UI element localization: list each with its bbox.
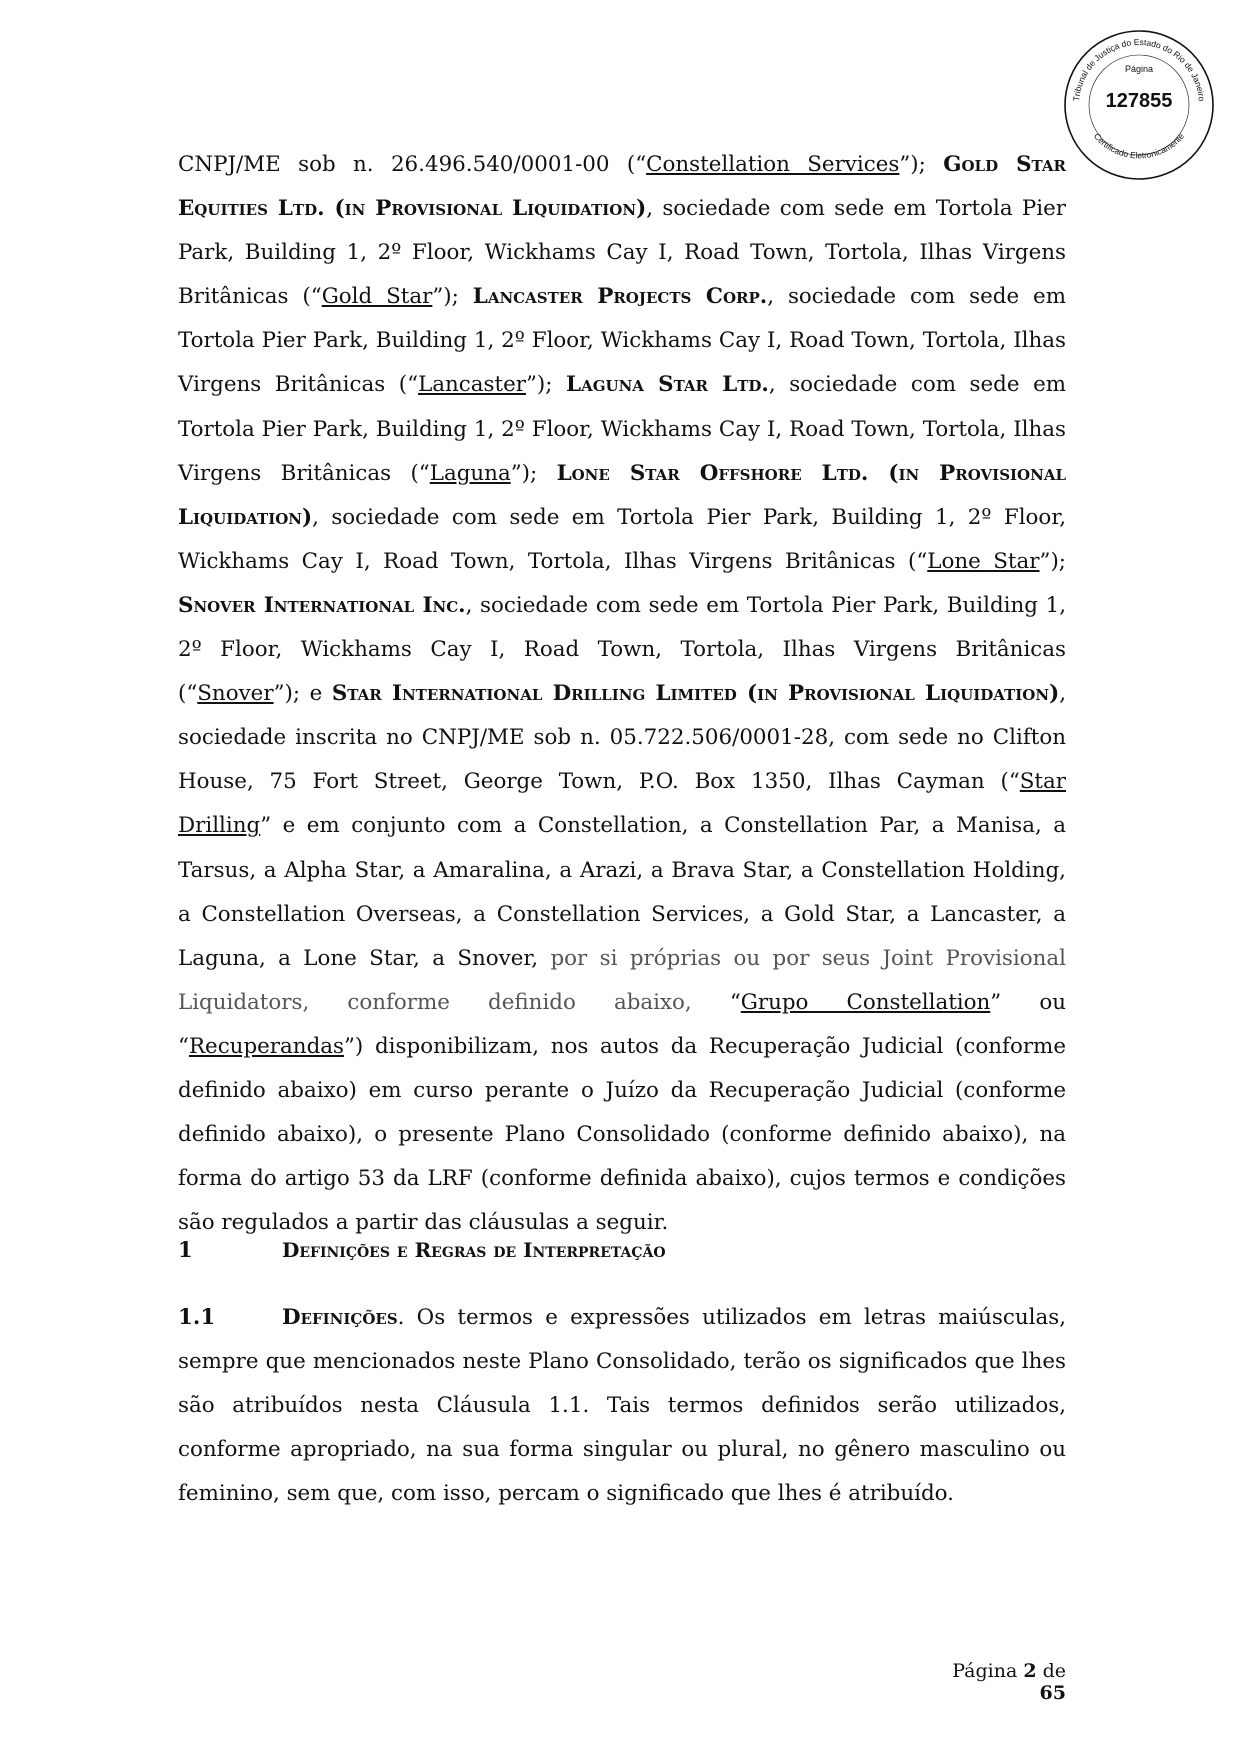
text-run: “ [691,989,741,1015]
text-run: ” e em conjunto com a Constellation, a Constellation Par, a Manisa, a Tarsus, a Alpha Star, a Amaralina, a Arazi, a Brava Star, a Constellation Holding, a Constellation Overseas, a Constellation Services, a Gold Star, a Lancaster, a Laguna, a Lone Star, a Snover, [178,813,1066,971]
text-run: , sociedade com sede em Tortola Pier Park, Building 1, 2º Floor, Wickhams Cay I, Road Town, Tortola, Ilhas Virgens Britânicas (“ [178,372,1067,486]
section-heading [178,1228,1066,1272]
text-run: ”); e [273,681,332,707]
text-run: ”); [899,152,944,177]
clause-text: . Os termos e expressões utilizados em letras maiúsculas, sempre que mencionados neste Plano Consolidado, terão os significados que lhes são atribuídos nesta Cláusula 1.1. Tais termos definidos serão utilizados, conforme apropriado, na sua forma singular ou plural, no gênero masculino ou feminino, sem que, com isso, percam o significado que lhes é atribuído. [178,1305,1066,1507]
company-name: Lancaster Projects Corp. [472,284,768,310]
defined-term: Gold Star [321,284,433,310]
text-run: ”); [1039,548,1067,574]
text-run: ”); [510,460,557,486]
text-run: ”); [526,372,567,398]
definitions-clause [178,1296,1066,1516]
clause-title: Definições [282,1305,398,1330]
text-run: , sociedade com sede em Tortola Pier Park, Building 1, 2º Floor, Wickhams Cay I, Road Town, Tortola, Ilhas Virgens Britânicas (“ [178,284,1066,398]
section-title: Definições e Regras de Interpretação [282,1238,666,1262]
company-name: Gold Star Equities Ltd. (in Provisional Liquidation) [178,152,1066,222]
footer-middle: de [1036,1660,1066,1682]
seal-ring-bottom-text: Certificado Eletronicamente [1091,131,1187,161]
defined-term: Snover [197,681,274,707]
company-name: Snover International Inc. [178,592,466,618]
text-run: , sociedade com sede em Tortola Pier Park, Building 1, 2º Floor, Wickhams Cay I, Road Town, Tortola, Ilhas Virgens Britânicas (“ [178,504,1066,574]
page-footer [930,1660,1066,1704]
defined-term: Recuperandas [188,1033,344,1059]
defined-term: Lone Star [927,548,1040,574]
defined-term: Laguna [429,460,511,486]
defined-term: Constellation Services [646,152,900,177]
text-run: , sociedade com sede em Tortola Pier Park, Building 1, 2º Floor, Wickhams Cay I, Road Town, Tortola, Ilhas Virgens Britânicas (“ [178,196,1067,310]
text-run: ” ou “ [178,989,1066,1059]
text-run: CNPJ/ME sob n. 26.496.540/0001-00 (“ [178,152,647,177]
text-run: , sociedade com sede em Tortola Pier Park, Building 1, 2º Floor, Wickhams Cay I, Road Town, Tortola, Ilhas Virgens Britânicas (“ [178,592,1066,707]
seal-page-number: 127855 [1105,90,1173,112]
footer-total: 65 [1039,1682,1066,1704]
text-run: ”); [432,284,473,310]
footer-prefix: Página [952,1660,1024,1682]
svg-text:Certificado Eletronicamente [1092,131,1186,161]
text-run: , sociedade inscrita no CNPJ/ME sob n. 05.722.506/0001-28, com sede no Clifton House, 75 Fort Street, George Town, P.O. Box 1350, Ilhas Cayman (“ [178,681,1066,795]
company-name: Lone Star Offshore Ltd. (in Provisional Liquidation) [178,460,1067,530]
section-number: 1 [178,1237,193,1262]
defined-term: Lancaster [418,372,526,398]
footer-page: 2 [1023,1660,1037,1682]
defined-term: Grupo Constellation [740,989,991,1015]
defined-term: Star Drilling [178,769,1066,839]
grey-text-run: por si próprias ou por seus Joint Provisional Liquidators, conforme definido abaixo, [178,945,1066,1015]
company-name: Laguna Star Ltd. [566,372,769,398]
company-name: Star International Drilling Limited (in Provisional Liquidation) [331,681,1060,707]
clause-number: 1.1 [178,1305,216,1330]
intro-paragraph [178,143,1066,1245]
text-run: ”) disponibilizam, nos autos da Recuperação Judicial (conforme definido abaixo) em curso perante o Juízo da Recuperação Judicial (conforme definido abaixo), o presente Plano Consolidado (conforme definido abaixo), na forma do artigo 53 da LRF (conforme definida abaixo), cujos termos e condições são regulados a partir das cláusulas a seguir. [178,1033,1066,1236]
seal-ring-text: Tribunal de Justiça do Estado do Rio de Janeiro [1071,36,1207,102]
seal-page-label: Página [1124,64,1154,74]
